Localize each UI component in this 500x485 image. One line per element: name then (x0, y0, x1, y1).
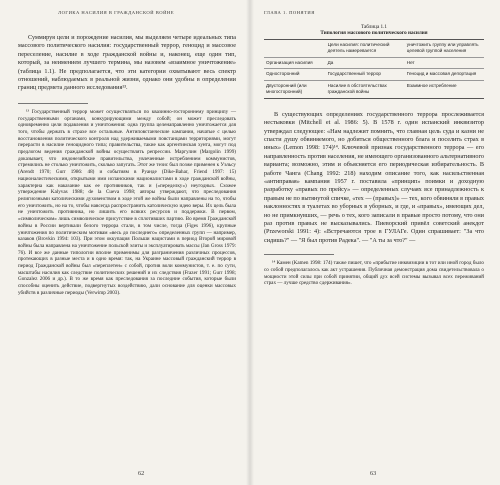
table-cell: Нет (405, 57, 484, 69)
table-cell: Геноцид и массовая депортация (405, 69, 484, 81)
table-row (264, 69, 484, 81)
table-row (264, 81, 484, 99)
table-cell: Взаимное истребление (405, 81, 484, 99)
table-header-row (264, 40, 484, 58)
table-header-cell (264, 40, 326, 58)
table-caption (264, 24, 484, 36)
running-head-left: ЛОГИКА НАСИЛИЯ В ГРАЖДАНСКОЙ ВОЙНЕ (58, 10, 175, 15)
table-cell: Односторонний (264, 69, 326, 81)
table-cell: Организация насилия (264, 57, 326, 69)
table-row (264, 57, 484, 69)
table-header-cell: Цели насилия: политический деятель намеревается (326, 40, 405, 58)
page-number-left: 62 (138, 470, 145, 477)
footnote-14: ¹⁴ Камен (Kamen 1998: 174) также пишет, что «прибытие инквизиции в тот или иной город было со собой предполагалось как акт устрашения. Публичная демонстрация дома свидетельствовала о мощности этой силы при собой принятии, общий дух всей системы вызывал всех переживаний страх — лучше средство сдерживания». (264, 260, 484, 287)
page-number-right: 63 (370, 470, 377, 477)
footnote-13: ¹³ Государственный террор может осуществляться по квазинно-гостороннему принципу — государственными органами, конкурирующими между собой; он может преследовать одновременно цели подавления и уничтожения: одна группа целенаправленно уничтожается для того, чтобы держать в страхе все остальные. Антиповстанческие кампании, начатые с целью восстановления политического контроля над удерживаемыми повстанцами территориями, могут перерасти в насилие геноцидного типа; правительства, такие как аргентинская хунта, могут под предлогом ведения гражданской войны осуществлять репрессии. Маргулин (Margolin 1999) доказывает, что индонезийские правительства, увлеченные истреблением коммунистов, стремились не столько уничтожить, сколько запугать. Этот же тезис был позже применен к Уэльсу (Arendt 1970; Gurr 1986: 48) и событиям в Руанде (Dike-Bahar, Friend 1997: 15) националистическими, открытыми ими испанскими националистами в ходе гражданской войны, характерна как наказание как ее противников, так и («переделку») неугодных. Схожее утверждение Kalyvas 1988; de la Cueva 1998; авторы утверждают, что преследования религиозными католическими духовенством в ходе этой же войны были направлены на то, чтобы его уничтожить, но на то, чтобы навсегда распространить католическую идею веры. Их цель была не уничтожить противника, но лишить его всяких ресурсов и поддержки. В первом, «символическом» лишь символическое присутствие в сплотивших партию. Во время Гражданской войны в России вертикали белого террора стали, в том числе, тогда (Figes 1996), крупные уничтожения по политическим мотивам «весь до последнего» определенных групп — например, казаков (Brovkin 1994: 103). При этом оккупация Польши нацистами в период Второй мировой войны была направлена на уничтожение польской элиты и эксплуатировать массы (Jan Gross 1979: 76). И все же данные типологии вполне применимы для разграничения различных процессов, протекающих в разные места и в одно время: так, на Украине массовый гражданский террор в период Гражданской войны был «переплетен» с собой, против воли коммунистов, т. е. по сути, масштабы насилия как следствие политических решений и их следствия (Frazer 1991; Gurr 1998; Gonzalez 2006 и др.). В то же время как преследования за последние события, которые были способны оценить действие, подвергнутых воздействию, дали основание для оценки массовых убийств в различные периоды (Verwimp 2003). (18, 108, 236, 296)
body-paragraph-right: В существующих определениях государственного террора прослеживается нестыковки (Mitchell et al. 1986: 5). В 1578 г. один испанский инквизитор утверждал следующее: «Нам надлежит помнить, что главная цель суда и казни не спасти душу обвиняемого, но добиться общественного блага и поселить страх в иных» (Lemon 1998: 174)¹⁴. Ключевой признак государственного террора — его направленность против населения, не имеющего организованного альтернативного варианта; возможно, этим и объясняется его периодическая избирательность. В работе Чанга (Chang 1992: 218) находим описание того, как насильственная «антиправая» кампания 1957 г. поставила «принцип» поимки и доходную разработку «правых по прейсу» — определенных случаях все принадлежность к правым не по вытянутой спичке, «тех — (правых)» — тех, кого обвиняли в правых наклонностях в туалетах во уборных в уборных, и где, и «правых», имеющих дел, но не примкнувших, — речь о тех, кого записали в правые просто потому, что они раз против правых не высказывались. Пиеворский привёл советский анекдот (Przeworski 1991: 4): «Встречаются трое в ГУЛАГе. Один спрашивает: "За что сидишь?" — "Я был против Радека". — "А ты за что?" — (264, 110, 484, 244)
table-number: Таблица 1.1 (360, 24, 388, 30)
table-cell: Государственный террор (326, 69, 405, 81)
footnote-rule (18, 103, 88, 104)
table-cell: Насилие в обстоятельствах гражданской войны (326, 81, 405, 99)
table-title: Типология массового политического насилия (320, 30, 428, 36)
running-head-right: ГЛАВА 1. ПОНЯТИЯ (264, 10, 315, 15)
footnote-rule (264, 254, 334, 255)
typology-table (264, 39, 484, 99)
right-page (250, 0, 500, 485)
body-paragraph-left: Суммируя цели и порождение насилия, мы выделяем четыре идеальных типа массового политического насилия: государственный террор, геноцид и массовое переселение, насилие в ходе гражданской войны и, наконец, еще один тип, который, за неимением лучшего термина, мы назовем «взаимное уничтожение» (таблица 1.1). Не предполагается, что эти категории охватывают весь спектр отношений, наблюдаемых в реальной жизни, однако они удобны в определении границ предмета данного исследования¹³. (18, 34, 236, 92)
table-header-cell: уничтожить группу или управлять целевой группой населения (405, 40, 484, 58)
table-cell: Двусторонний (или многосторонний) (264, 81, 326, 99)
table-cell: Да (326, 57, 405, 69)
